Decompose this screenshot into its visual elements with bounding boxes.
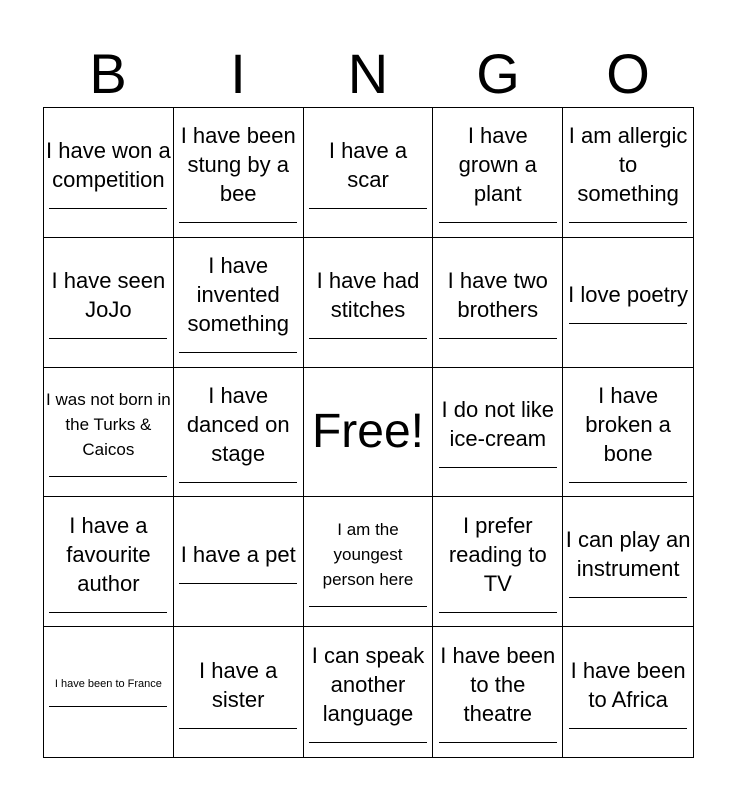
- bingo-cell[interactable]: [433, 238, 563, 368]
- cell-prompt: I do not like ice-cream: [441, 397, 555, 452]
- signature-line: [49, 706, 167, 707]
- free-space-label: Free!: [311, 405, 424, 459]
- signature-line: [49, 208, 167, 209]
- bingo-cell[interactable]: [174, 368, 304, 498]
- bingo-cell[interactable]: [44, 108, 174, 238]
- bingo-cell[interactable]: [563, 627, 693, 757]
- bingo-cell[interactable]: [433, 368, 563, 498]
- bingo-cell[interactable]: [44, 238, 174, 368]
- header-letter-b: B: [89, 42, 127, 105]
- signature-line: [439, 222, 557, 223]
- cell-prompt: I have broken a bone: [585, 382, 671, 466]
- signature-line: [569, 222, 687, 223]
- bingo-cell[interactable]: [304, 627, 434, 757]
- bingo-cell[interactable]: [433, 627, 563, 757]
- signature-line: [569, 597, 687, 598]
- cell-prompt: I have been to France: [54, 678, 162, 691]
- bingo-cell[interactable]: [563, 497, 693, 627]
- signature-line: [569, 482, 687, 483]
- bingo-cell[interactable]: [174, 108, 304, 238]
- signature-line: [569, 323, 687, 324]
- cell-prompt: I have a sister: [199, 657, 278, 712]
- cell-prompt: I have been stung by a bee: [180, 123, 296, 207]
- cell-prompt: I can play an instrument: [565, 527, 691, 582]
- bingo-cell[interactable]: [174, 627, 304, 757]
- signature-line: [179, 583, 297, 584]
- bingo-cell[interactable]: [433, 497, 563, 627]
- bingo-grid: [43, 107, 694, 758]
- bingo-cell[interactable]: [44, 368, 174, 498]
- signature-line: [179, 352, 297, 353]
- cell-prompt: I have a favourite author: [66, 512, 151, 596]
- cell-prompt: I am the youngest person here: [322, 519, 414, 589]
- bingo-cell[interactable]: [44, 497, 174, 627]
- signature-line: [309, 208, 427, 209]
- cell-prompt: I prefer reading to TV: [448, 512, 547, 596]
- cell-prompt: I have grown a plant: [458, 123, 537, 207]
- signature-line: [439, 467, 557, 468]
- cell-prompt: I love poetry: [568, 282, 689, 308]
- cell-prompt: I have had stitches: [316, 267, 420, 322]
- bingo-cell[interactable]: [304, 238, 434, 368]
- signature-line: [309, 606, 427, 607]
- signature-line: [569, 728, 687, 729]
- signature-line: [179, 482, 297, 483]
- signature-line: [439, 742, 557, 743]
- cell-prompt: I have a scar: [328, 137, 408, 192]
- bingo-cell[interactable]: [433, 108, 563, 238]
- bingo-cell[interactable]: [174, 238, 304, 368]
- signature-line: [49, 476, 167, 477]
- bingo-header: [43, 40, 693, 108]
- signature-line: [179, 222, 297, 223]
- signature-line: [179, 728, 297, 729]
- bingo-cell[interactable]: [44, 627, 174, 757]
- bingo-cell[interactable]: [563, 108, 693, 238]
- bingo-cell[interactable]: [304, 497, 434, 627]
- signature-line: [309, 338, 427, 339]
- signature-line: [49, 612, 167, 613]
- cell-prompt: I have a pet: [180, 541, 296, 567]
- header-letter-g: G: [476, 42, 520, 105]
- cell-prompt: I have invented something: [187, 253, 289, 337]
- cell-prompt: I have been to the theatre: [440, 643, 556, 727]
- bingo-cell[interactable]: [174, 497, 304, 627]
- cell-prompt: I have been to Africa: [570, 657, 686, 712]
- cell-prompt: I was not born in the Turks & Caicos: [46, 389, 171, 459]
- header-letter-o: O: [606, 42, 650, 105]
- bingo-cell[interactable]: [563, 368, 693, 498]
- cell-prompt: I have danced on stage: [186, 382, 290, 466]
- bingo-cell[interactable]: [304, 108, 434, 238]
- bingo-cell[interactable]: [563, 238, 693, 368]
- signature-line: [309, 742, 427, 743]
- header-letter-i: I: [230, 42, 246, 105]
- signature-line: [439, 338, 557, 339]
- header-letter-n: N: [347, 42, 389, 105]
- signature-line: [49, 338, 167, 339]
- cell-prompt: I am allergic to something: [568, 123, 688, 207]
- free-space-cell[interactable]: [304, 368, 434, 498]
- cell-prompt: I can speak another language: [311, 643, 425, 727]
- signature-line: [439, 612, 557, 613]
- cell-prompt: I have won a competition: [46, 137, 171, 192]
- cell-prompt: I have two brothers: [447, 267, 548, 322]
- cell-prompt: I have seen JoJo: [51, 267, 166, 322]
